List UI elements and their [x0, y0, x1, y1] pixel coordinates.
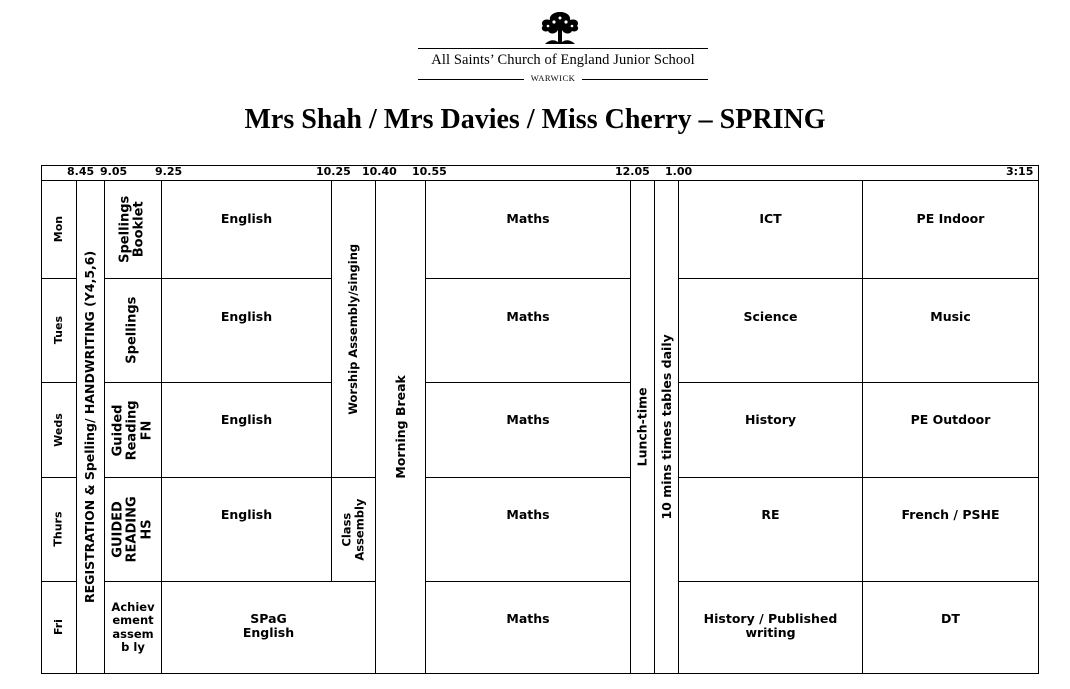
afternoon1-thurs: RE	[761, 507, 780, 522]
lunch-time-column: Lunch-time	[634, 387, 650, 467]
day-label-fri: Fri	[51, 619, 65, 636]
maths-weds: Maths	[506, 412, 550, 427]
afternoon2-thurs: French / PSHE	[901, 507, 1000, 522]
afternoon1-tues: Science	[743, 309, 798, 324]
maths-mon: Maths	[506, 211, 550, 226]
day-label-thurs: Thurs	[51, 511, 65, 548]
worship-assembly-cell: Worship Assembly/singing	[346, 243, 361, 415]
early-slot-tues: Spellings	[124, 296, 140, 365]
maths-fri: Maths	[506, 611, 550, 626]
english-label: English	[242, 625, 295, 641]
maths-tues: Maths	[506, 309, 550, 324]
time-label: 9.05	[100, 165, 128, 178]
time-label: 10.55	[412, 165, 447, 178]
early-slot-fri: Achiev ement assemb ly	[111, 600, 155, 654]
school-town: WARWICK	[530, 73, 576, 83]
time-label: 8.45	[67, 165, 95, 178]
early-slot-weds: Guided Reading FN	[110, 400, 155, 460]
early-slot-thurs: GUIDED READING HS	[110, 496, 155, 563]
early-slot-mon: Spellings Booklet	[117, 195, 147, 264]
time-label: 10.40	[362, 165, 397, 178]
registration-column: REGISTRATION & Spelling/ HANDWRITING (Y4,5,6)	[82, 250, 98, 604]
day-label-tues: Tues	[51, 316, 65, 345]
afternoon2-mon: PE Indoor	[916, 211, 985, 226]
maths-thurs: Maths	[506, 507, 550, 522]
afternoon2-tues: Music	[930, 309, 971, 324]
afternoon1-weds: History	[744, 412, 797, 427]
school-name: All Saints’ Church of England Junior School	[431, 52, 695, 68]
time-label: 1.00	[665, 165, 693, 178]
spag-label: SPaG	[250, 611, 287, 626]
afternoon2-fri: DT	[941, 611, 960, 626]
class-assembly-cell: Class Assembly	[339, 498, 367, 561]
day-label-mon: Mon	[51, 216, 65, 243]
literacy-thurs: English	[220, 507, 273, 522]
time-label: 10.25	[316, 165, 351, 178]
time-label: 9.25	[155, 165, 183, 178]
literacy-weds: English	[220, 412, 273, 427]
time-label: 12.05	[615, 165, 650, 178]
literacy-tues: English	[220, 309, 273, 324]
literacy-fri	[162, 582, 375, 673]
times-tables-column: 10 mins times tables daily	[658, 334, 674, 520]
time-label: 3:15	[1006, 165, 1034, 178]
day-label-weds: Weds	[51, 413, 65, 447]
morning-break-column: Morning Break	[392, 375, 408, 479]
page-title: Mrs Shah / Mrs Davies / Miss Cherry – SPRING	[244, 104, 826, 135]
afternoon1-mon: ICT	[759, 211, 782, 226]
afternoon2-weds: PE Outdoor	[910, 412, 991, 427]
afternoon1-fri: History / Published writing	[703, 611, 838, 641]
literacy-mon: English	[220, 211, 273, 226]
